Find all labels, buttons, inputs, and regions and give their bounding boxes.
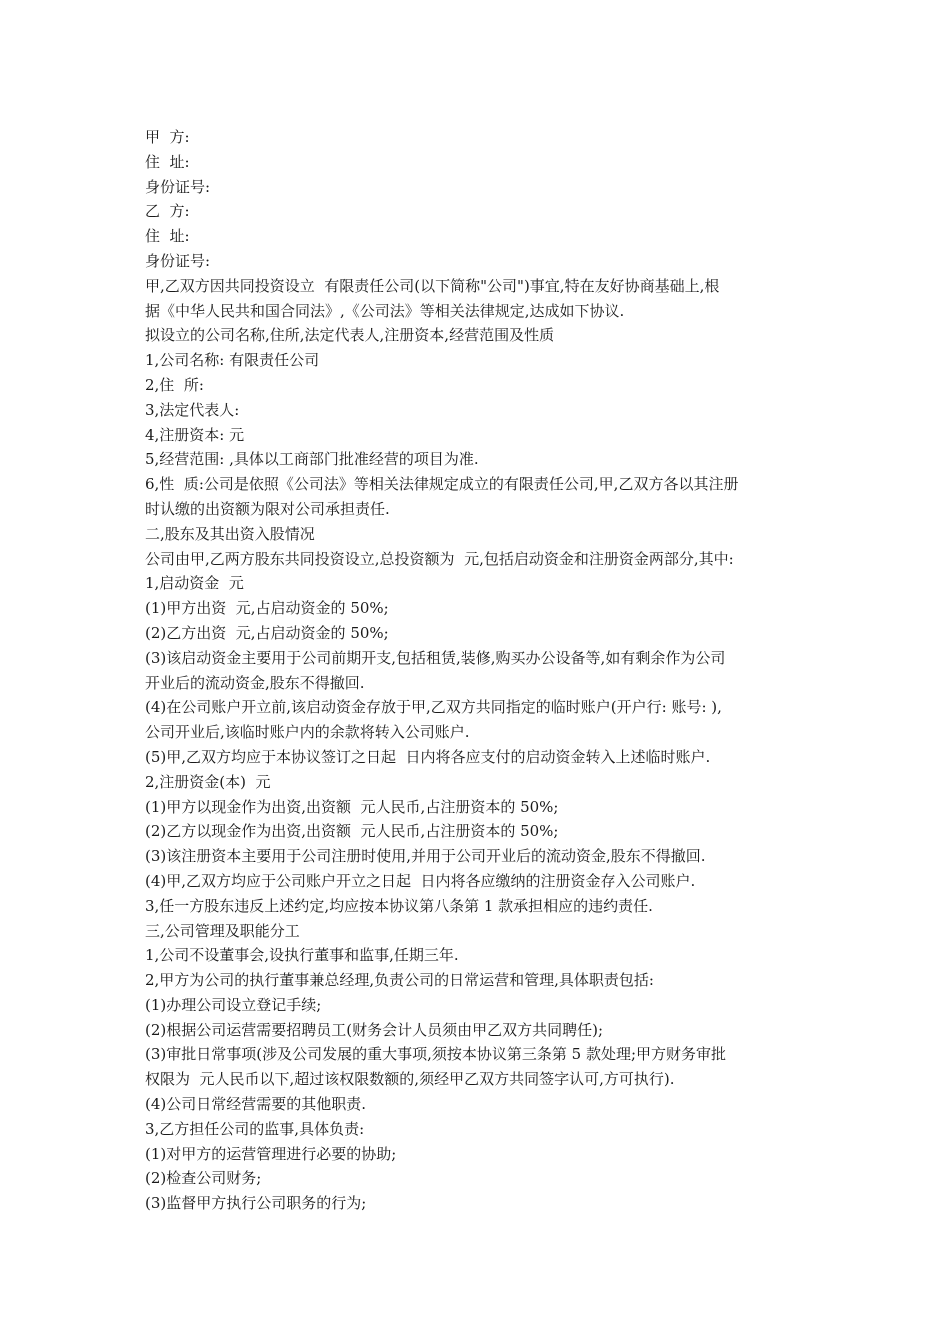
clause-line: 6,性 质:公司是依照《公司法》等相关法律规定成立的有限责任公司,甲,乙双方各以其注册 <box>145 475 739 494</box>
clause-line: (3)该启动资金主要用于公司前期开支,包括租赁,装修,购买办公设备等,如有剩余作为公司 <box>145 648 726 667</box>
clause-line: (4)公司日常经营需要的其他职责. <box>145 1095 367 1114</box>
party-a-label: 甲 方: <box>145 128 190 146</box>
clause-line: 开业后的流动资金,股东不得撤回. <box>145 673 365 692</box>
clause-line: (4)甲,乙双方均应于公司账户开立之日起 日内将各应缴纳的注册资金存入公司账户. <box>145 871 696 890</box>
party-b-address-label: 住 址: <box>145 227 190 246</box>
clause-line: 公司由甲,乙两方股东共同投资设立,总投资额为 元,包括启动资金和注册资金两部分,其中: <box>145 549 734 568</box>
clause-line: (2)根据公司运营需要招聘员工(财务会计人员须由甲乙双方共同聘任); <box>145 1020 604 1039</box>
clause-line: (3)监督甲方执行公司职务的行为; <box>145 1194 367 1213</box>
party-b-id-label: 身份证号: <box>145 251 211 270</box>
clause-line: 2,甲方为公司的执行董事兼总经理,负责公司的日常运营和管理,具体职责包括: <box>145 971 654 990</box>
clause-line: 公司开业后,该临时账户内的余款将转入公司账户. <box>145 723 470 742</box>
clause-line: (3)审批日常事项(涉及公司发展的重大事项,须按本协议第三条第 5 款处理;甲方财务审批 <box>145 1045 727 1064</box>
clause-line: 3,任一方股东违反上述约定,均应按本协议第八条第 1 款承担相应的违约责任. <box>145 896 653 915</box>
party-a-id-label: 身份证号: <box>145 177 211 196</box>
section-heading: 拟设立的公司名称,住所,法定代表人,注册资本,经营范围及性质 <box>145 326 555 345</box>
clause-line: 2,住 所: <box>145 375 204 394</box>
clause-line: (2)检查公司财务; <box>145 1169 262 1188</box>
clause-line: 3,乙方担任公司的监事,具体负责: <box>145 1119 365 1138</box>
clause-line: 1,公司名称: 有限责任公司 <box>145 351 320 370</box>
section-heading: 二,股东及其出资入股情况 <box>145 524 315 543</box>
clause-line: (4)在公司账户开立前,该启动资金存放于甲,乙双方共同指定的临时账户(开户行: 账号: ), <box>145 698 722 717</box>
clause-line: 3,法定代表人: <box>145 400 240 419</box>
clause-line: (3)该注册资本主要用于公司注册时使用,并用于公司开业后的流动资金,股东不得撤回. <box>145 847 706 866</box>
document-body <box>145 125 825 1216</box>
section-heading: 三,公司管理及职能分工 <box>145 921 300 940</box>
clause-line: 4,注册资本: 元 <box>145 425 245 444</box>
clause-line: (2)乙方以现金作为出资,出资额 元人民币,占注册资本的 50%; <box>145 822 559 841</box>
clause-line: 1,启动资金 元 <box>145 574 244 593</box>
preamble-line: 据《中华人民共和国合同法》,《公司法》等相关法律规定,达成如下协议. <box>145 301 625 320</box>
party-a-address-label: 住 址: <box>145 152 190 171</box>
clause-line: (1)甲方出资 元,占启动资金的 50%; <box>145 599 389 618</box>
clause-line: (1)办理公司设立登记手续; <box>145 995 322 1014</box>
preamble-line: 甲,乙双方因共同投资设立 有限责任公司(以下简称"公司")事宜,特在友好协商基础上,根 <box>145 276 720 295</box>
clause-line: (2)乙方出资 元,占启动资金的 50%; <box>145 623 389 642</box>
clause-line: (1)对甲方的运营管理进行必要的协助; <box>145 1144 397 1163</box>
clause-line: (5)甲,乙双方均应于本协议签订之日起 日内将各应支付的启动资金转入上述临时账户. <box>145 747 711 766</box>
clause-line: 权限为 元人民币以下,超过该权限数额的,须经甲乙双方共同签字认可,方可执行). <box>145 1070 675 1089</box>
clause-line: 5,经营范围: ,具体以工商部门批准经营的项目为准. <box>145 450 479 469</box>
clause-line: (1)甲方以现金作为出资,出资额 元人民币,占注册资本的 50%; <box>145 797 559 816</box>
party-b-label: 乙 方: <box>145 202 190 221</box>
clause-line: 时认缴的出资额为限对公司承担责任. <box>145 499 390 518</box>
clause-line: 2,注册资金(本) 元 <box>145 772 271 791</box>
clause-line: 1,公司不设董事会,设执行董事和监事,任期三年. <box>145 946 459 965</box>
